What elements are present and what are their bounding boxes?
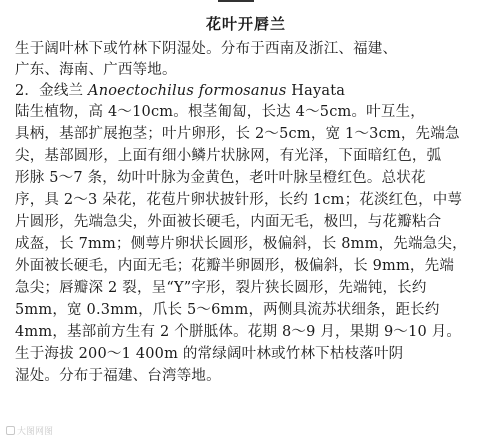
text-line: 序，具 2～3 朵花，花苞片卵状披针形，长约 1cm；花淡红色，中萼 bbox=[15, 192, 463, 208]
text-line: 急尖；唇瓣深 2 裂，呈“Y”字形，裂片狭长圆形，先端钝，长约 bbox=[15, 280, 427, 296]
text-line: 广东、海南、广西等地。 bbox=[15, 62, 177, 78]
watermark-text: 大图网图 bbox=[17, 427, 54, 437]
text-line: 生于阔叶林下或竹林下阴湿处。分布于西南及浙江、福建、 bbox=[15, 41, 398, 57]
species-heading bbox=[15, 81, 345, 101]
top-margin-mark bbox=[218, 0, 254, 2]
text-line: 成盔，长 7mm；侧萼片卵状长圆形，极偏斜，长 8mm，先端急尖， bbox=[15, 236, 467, 252]
watermark-logo-icon bbox=[6, 426, 15, 435]
page-title: 花叶开唇兰 bbox=[205, 15, 286, 33]
species-author: Hayata bbox=[286, 83, 346, 99]
text-line: 形脉 5～7 条，幼叶叶脉为金黄色，老叶叶脉呈橙红色。总状花 bbox=[15, 170, 426, 186]
text-line: 尖，基部圆形，上面有细小鳞片状脉网，有光泽，下面暗红色，弧 bbox=[15, 148, 442, 164]
text-line: 5mm，宽 0.3mm，爪长 5～6mm，两侧具流苏状细条，距长约 bbox=[15, 302, 440, 318]
text-line: 湿处。分布于福建、台湾等地。 bbox=[15, 368, 221, 384]
species-latin-name: Anoectochilus formosanus bbox=[88, 83, 287, 99]
watermark bbox=[6, 424, 53, 437]
text-line: 具柄，基部扩展抱茎；叶片卵形，长 2～5cm，宽 1～3cm，先端急 bbox=[15, 126, 460, 142]
text-line: 4mm，基部前方生有 2 个胼胝体。花期 8～9 月，果期 9～10 月。 bbox=[15, 324, 462, 340]
species-number-name: 2．金线兰 bbox=[15, 83, 89, 99]
text-line: 片圆形，先端急尖，外面被长硬毛，内面无毛，极凹，与花瓣粘合 bbox=[15, 214, 442, 230]
text-line: 陆生植物，高 4～10cm。根茎匍匐，长达 4～5cm。叶互生， bbox=[15, 104, 425, 120]
text-line: 生于海拔 200～1 400m 的常绿阔叶林或竹林下枯枝落叶阴 bbox=[15, 346, 404, 362]
text-line: 外面被长硬毛，内面无毛；花瓣半卵圆形，极偏斜，长 9mm，先端 bbox=[15, 258, 455, 274]
